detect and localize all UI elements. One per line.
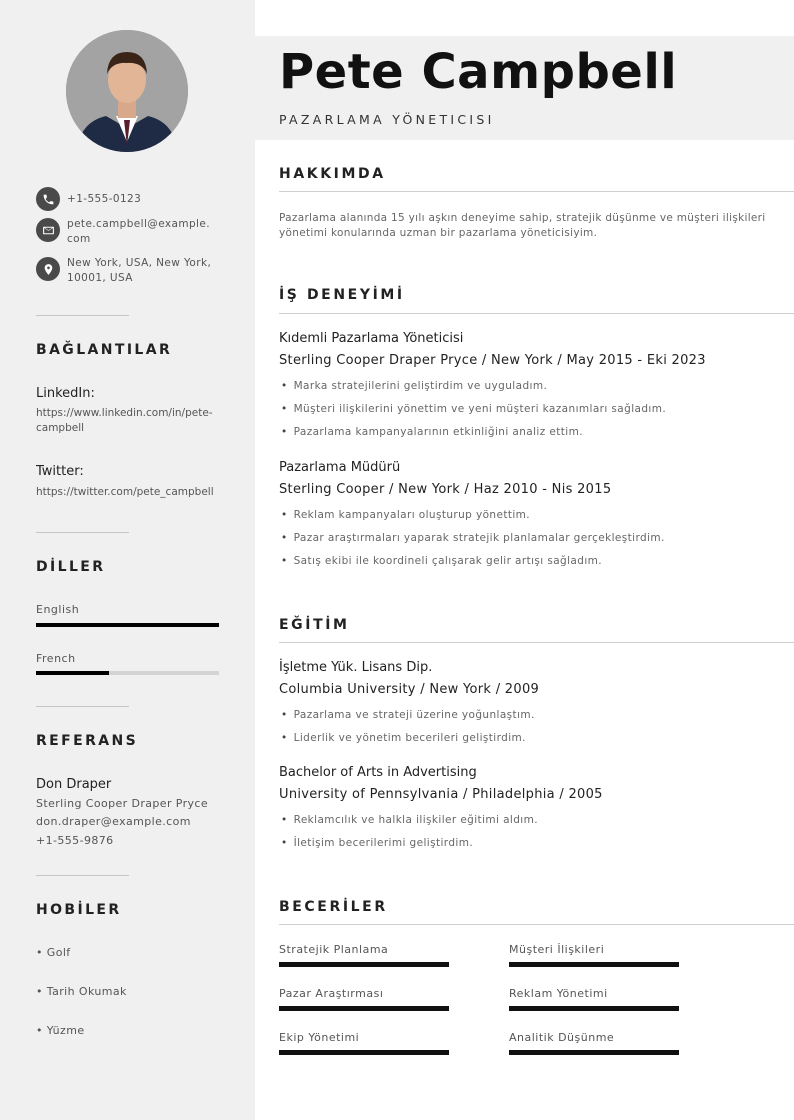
- languages-heading: DİLLER: [36, 559, 106, 575]
- experience-bullet: • Reklam kampanyaları oluşturup yönettim.: [281, 509, 530, 521]
- education-bullet: • İletişim becerilerimi geliştirdim.: [281, 837, 473, 849]
- hobby-label: Tarih Okumak: [46, 985, 127, 998]
- skill-name: Stratejik Planlama: [279, 943, 389, 956]
- education-meta: University of Pennsylvania / Philadelphia / 2005: [279, 787, 603, 802]
- section-rule: [279, 191, 794, 192]
- about-text: Pazarlama alanında 15 yılı aşkın deneyime sahip, stratejik düşünme ve müşteri ilişkileri yönetimi konularında uzman bir pazarlama yöneticisiyim.: [279, 212, 766, 239]
- person-name: Pete Campbell: [279, 44, 678, 100]
- profile-photo: [66, 30, 188, 152]
- hobby-item: • Tarih Okumak: [36, 985, 127, 998]
- hobby-item: • Yüzme: [36, 1024, 85, 1037]
- about-heading: HAKKIMDA: [279, 166, 386, 182]
- education-bullet: • Reklamcılık ve halkla ilişkiler eğitimi aldım.: [281, 814, 538, 826]
- skill-name: Müşteri İlişkileri: [509, 943, 605, 956]
- education-degree: Bachelor of Arts in Advertising: [279, 765, 477, 780]
- skill-level-bar: [509, 1006, 679, 1011]
- experience-meta: Sterling Cooper Draper Pryce / New York / May 2015 - Eki 2023: [279, 353, 706, 368]
- linkedin-label: LinkedIn:: [36, 386, 95, 401]
- education-degree: İşletme Yük. Lisans Dip.: [279, 660, 433, 675]
- job-title: PAZARLAMA YÖNETICISI: [279, 112, 495, 127]
- map-pin-icon: [36, 257, 60, 281]
- sidebar-divider: [36, 875, 129, 876]
- section-rule: [279, 313, 794, 314]
- hobbies-heading: HOBİLER: [36, 902, 122, 918]
- language-name: French: [36, 652, 76, 665]
- skill-name: Ekip Yönetimi: [279, 1031, 360, 1044]
- skill-name: Pazar Araştırması: [279, 987, 384, 1000]
- experience-meta: Sterling Cooper / New York / Haz 2010 - Nis 2015: [279, 482, 612, 497]
- sidebar: [0, 0, 255, 1120]
- experience-role: Pazarlama Müdürü: [279, 460, 401, 475]
- experience-bullet: • Marka stratejilerini geliştirdim ve uyguladım.: [281, 380, 547, 392]
- contact-email: [36, 218, 215, 247]
- education-meta: Columbia University / New York / 2009: [279, 682, 540, 697]
- reference-email[interactable]: don.draper@example.com: [36, 815, 191, 828]
- experience-bullet: • Müşteri ilişkilerini yönettim ve yeni müşteri kazanımları sağladım.: [281, 403, 666, 415]
- sidebar-divider: [36, 315, 129, 316]
- reference-name: Don Draper: [36, 777, 112, 792]
- language-level-bar: [36, 623, 219, 627]
- skill-level-bar: [509, 962, 679, 967]
- experience-role: Kıdemli Pazarlama Yöneticisi: [279, 331, 464, 346]
- skill-name: Analitik Düşünme: [509, 1031, 615, 1044]
- education-bullet: • Liderlik ve yönetim becerileri geliştirdim.: [281, 732, 526, 744]
- experience-heading: İŞ DENEYİMİ: [279, 287, 405, 303]
- phone-icon: [36, 187, 60, 211]
- reference-heading: REFERANS: [36, 733, 139, 749]
- section-rule: [279, 642, 794, 643]
- skill-level-bar: [279, 1006, 449, 1011]
- skill-name: Reklam Yönetimi: [509, 987, 608, 1000]
- linkedin-link[interactable]: https://www.linkedin.com/in/pete-campbell: [36, 407, 213, 434]
- hobby-item: • Golf: [36, 946, 71, 959]
- hobby-label: Golf: [46, 946, 71, 959]
- contact-phone: [36, 187, 141, 211]
- section-rule: [279, 924, 794, 925]
- experience-bullet: • Satış ekibi ile koordineli çalışarak gelir artışı sağladım.: [281, 555, 602, 567]
- hobby-label: Yüzme: [46, 1024, 85, 1037]
- reference-phone: +1-555-9876: [36, 834, 114, 847]
- sidebar-divider: [36, 532, 129, 533]
- education-bullet: • Pazarlama ve strateji üzerine yoğunlaştım.: [281, 709, 535, 721]
- skills-heading: BECERİLER: [279, 899, 388, 915]
- language-level-fill: [36, 671, 109, 675]
- email-text: pete.campbell@example.com: [67, 218, 210, 245]
- phone-text: +1-555-0123: [67, 193, 142, 205]
- envelope-icon: [36, 218, 60, 242]
- reference-company: Sterling Cooper Draper Pryce: [36, 797, 209, 810]
- contact-address: [36, 257, 217, 286]
- twitter-link[interactable]: https://twitter.com/pete_campbell: [36, 486, 214, 498]
- language-name: English: [36, 603, 80, 616]
- address-text: New York, USA, New York, 10001, USA: [67, 257, 212, 284]
- education-heading: EĞİTİM: [279, 617, 350, 633]
- language-level-bar: [36, 671, 219, 675]
- sidebar-divider: [36, 706, 129, 707]
- twitter-label: Twitter:: [36, 464, 84, 479]
- skill-level-bar: [279, 1050, 449, 1055]
- experience-bullet: • Pazarlama kampanyalarının etkinliğini analiz ettim.: [281, 426, 583, 438]
- skill-level-bar: [509, 1050, 679, 1055]
- experience-bullet: • Pazar araştırmaları yaparak stratejik planlamalar gerçekleştirdim.: [281, 532, 665, 544]
- links-heading: BAĞLANTILAR: [36, 342, 173, 358]
- language-level-fill: [36, 623, 219, 627]
- skill-level-bar: [279, 962, 449, 967]
